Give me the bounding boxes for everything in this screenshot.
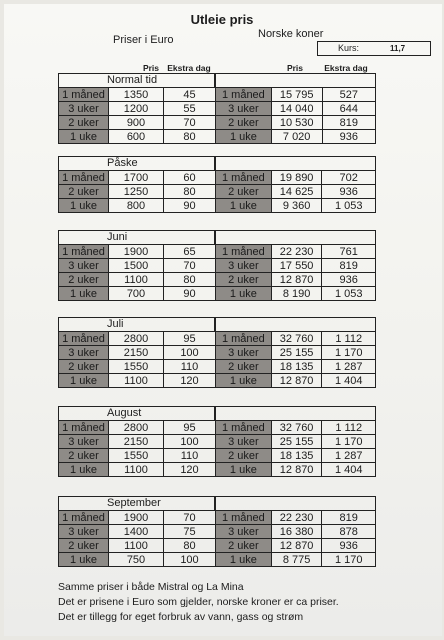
extra-day-cell: 936 [322, 185, 376, 199]
price-cell: 1350 [109, 88, 164, 102]
exchange-rate-label: Kurs: [338, 43, 360, 53]
table-row [59, 116, 216, 130]
subtitle-euro: Priser i Euro [113, 34, 174, 46]
extra-day-cell: 120 [164, 463, 216, 477]
table-row [59, 511, 216, 525]
price-cell: 900 [109, 116, 164, 130]
period-label: 2 uker [59, 273, 109, 287]
price-table-nok [215, 170, 376, 213]
table-row [216, 539, 376, 553]
table-row [59, 287, 216, 301]
extra-day-cell: 100 [164, 435, 216, 449]
extra-day-cell: 65 [164, 245, 216, 259]
period-label: 2 uker [59, 360, 109, 374]
footer-line: Det er tillegg for eget forbruk av vann, gass og strøm [58, 611, 304, 623]
price-cell: 1400 [109, 525, 164, 539]
price-section [58, 156, 376, 214]
price-table-eur [58, 510, 216, 567]
extra-day-cell: 1 170 [322, 435, 376, 449]
table-row [216, 332, 376, 346]
extra-day-cell: 80 [164, 539, 216, 553]
price-table-nok [215, 420, 376, 477]
column-header-pris-nok: Pris [286, 63, 304, 73]
period-label: 1 måned [216, 245, 272, 259]
price-cell: 2800 [109, 421, 164, 435]
column-header-ekstra-eur: Ekstra dag [167, 63, 211, 73]
extra-day-cell: 1 287 [322, 449, 376, 463]
period-label: 1 uke [59, 287, 109, 301]
period-label: 2 uker [216, 449, 272, 463]
period-label: 1 uke [216, 130, 272, 144]
extra-day-cell: 60 [164, 171, 216, 185]
price-table-eur [58, 420, 216, 477]
price-cell: 32 760 [271, 332, 322, 346]
footer-line: Det er prisene i Euro som gjelder, norske kroner er ca priser. [58, 596, 339, 608]
extra-day-cell: 1 053 [322, 199, 376, 213]
extra-day-cell: 644 [322, 102, 375, 116]
price-cell: 1900 [109, 511, 164, 525]
table-row [59, 88, 216, 102]
price-cell: 1550 [109, 449, 164, 463]
period-label: 1 uke [216, 287, 272, 301]
price-cell: 22 230 [271, 245, 322, 259]
period-label: 1 måned [59, 511, 109, 525]
extra-day-cell: 1 170 [322, 553, 376, 567]
period-label: 1 måned [59, 245, 109, 259]
section-title-blank [215, 406, 376, 420]
price-cell: 1900 [109, 245, 164, 259]
period-label: 3 uker [59, 259, 109, 273]
price-table-eur [58, 244, 216, 301]
price-cell: 8 190 [271, 287, 322, 301]
extra-day-cell: 70 [164, 259, 216, 273]
table-row [59, 273, 216, 287]
table-row [59, 171, 216, 185]
period-label: 3 uker [59, 525, 109, 539]
extra-day-cell: 1 287 [322, 360, 376, 374]
price-cell: 700 [109, 287, 164, 301]
table-row [59, 463, 216, 477]
period-label: 1 uke [59, 374, 109, 388]
extra-day-cell: 75 [164, 525, 216, 539]
extra-day-cell: 70 [164, 511, 216, 525]
period-label: 1 uke [59, 463, 109, 477]
extra-day-cell: 80 [164, 130, 216, 144]
price-section [58, 230, 376, 302]
table-row [59, 102, 216, 116]
price-table-nok [215, 87, 376, 144]
table-row [216, 273, 376, 287]
exchange-rate-value: 11,7 [390, 44, 406, 53]
extra-day-cell: 95 [164, 421, 216, 435]
table-row [216, 130, 376, 144]
section-title: Juli [58, 317, 215, 331]
period-label: 1 uke [216, 463, 272, 477]
table-row [216, 374, 376, 388]
period-label: 1 måned [59, 171, 109, 185]
price-cell: 1250 [109, 185, 164, 199]
period-label: 2 uker [216, 185, 272, 199]
table-row [216, 185, 376, 199]
price-cell: 25 155 [271, 435, 322, 449]
table-row [59, 449, 216, 463]
extra-day-cell: 1 112 [322, 332, 376, 346]
period-label: 1 måned [216, 421, 272, 435]
table-row [216, 435, 376, 449]
price-cell: 15 795 [271, 88, 322, 102]
section-title: September [58, 496, 215, 510]
table-row [59, 553, 216, 567]
extra-day-cell: 95 [164, 332, 216, 346]
extra-day-cell: 527 [322, 88, 375, 102]
section-title-blank [215, 317, 376, 331]
extra-day-cell: 55 [164, 102, 216, 116]
period-label: 1 måned [216, 511, 272, 525]
footer-line: Samme priser i både Mistral og La Mina [58, 581, 244, 593]
period-label: 1 måned [59, 332, 109, 346]
extra-day-cell: 819 [322, 511, 376, 525]
table-row [59, 374, 216, 388]
section-title-blank [215, 496, 376, 510]
period-label: 2 uker [59, 449, 109, 463]
table-row [216, 88, 376, 102]
exchange-rate-box [317, 41, 431, 56]
table-row [59, 332, 216, 346]
table-row [216, 287, 376, 301]
period-label: 1 måned [59, 88, 109, 102]
table-row [216, 525, 376, 539]
column-header-pris-eur: Pris [142, 63, 160, 73]
extra-day-cell: 70 [164, 116, 216, 130]
extra-day-cell: 936 [322, 130, 375, 144]
table-row [216, 360, 376, 374]
price-cell: 25 155 [271, 346, 322, 360]
table-row [59, 130, 216, 144]
period-label: 1 uke [59, 130, 109, 144]
price-table-eur [58, 331, 216, 388]
period-label: 1 uke [59, 199, 109, 213]
price-cell: 12 870 [271, 273, 322, 287]
extra-day-cell: 100 [164, 553, 216, 567]
period-label: 3 uker [59, 102, 109, 116]
period-label: 1 måned [59, 421, 109, 435]
price-table-nok [215, 244, 376, 301]
extra-day-cell: 1 053 [322, 287, 376, 301]
table-row [216, 421, 376, 435]
price-cell: 2150 [109, 435, 164, 449]
period-label: 1 måned [216, 171, 272, 185]
section-title-blank [215, 156, 376, 170]
extra-day-cell: 90 [164, 287, 216, 301]
extra-day-cell: 80 [164, 185, 216, 199]
price-cell: 750 [109, 553, 164, 567]
price-cell: 1100 [109, 539, 164, 553]
extra-day-cell: 120 [164, 374, 216, 388]
extra-day-cell: 110 [164, 360, 216, 374]
table-row [216, 245, 376, 259]
period-label: 1 uke [216, 553, 272, 567]
price-cell: 800 [109, 199, 164, 213]
section-title: Påske [58, 156, 215, 170]
price-section [58, 73, 376, 145]
price-cell: 12 870 [271, 539, 322, 553]
extra-day-cell: 1 112 [322, 421, 376, 435]
subtitle-nok: Norske koner [258, 28, 324, 40]
price-cell: 9 360 [271, 199, 322, 213]
table-row [216, 102, 376, 116]
extra-day-cell: 1 404 [322, 374, 376, 388]
price-cell: 1700 [109, 171, 164, 185]
page-title: Utleie pris [190, 12, 254, 27]
table-row [59, 435, 216, 449]
price-cell: 14 040 [271, 102, 322, 116]
section-title-blank [215, 230, 376, 244]
section-title-blank [215, 73, 376, 87]
price-table-eur [58, 87, 216, 144]
period-label: 1 uke [216, 374, 272, 388]
footer-notes [58, 580, 339, 625]
extra-day-cell: 761 [322, 245, 376, 259]
extra-day-cell: 80 [164, 273, 216, 287]
table-row [59, 199, 216, 213]
period-label: 2 uker [216, 116, 272, 130]
period-label: 3 uker [216, 259, 272, 273]
period-label: 3 uker [216, 346, 272, 360]
price-table-nok [215, 510, 376, 567]
extra-day-cell: 936 [322, 539, 376, 553]
table-row [216, 553, 376, 567]
table-row [59, 185, 216, 199]
extra-day-cell: 1 170 [322, 346, 376, 360]
price-cell: 600 [109, 130, 164, 144]
table-row [216, 199, 376, 213]
table-row [59, 245, 216, 259]
column-header-ekstra-nok: Ekstra dag [324, 63, 368, 73]
price-cell: 1500 [109, 259, 164, 273]
table-row [216, 346, 376, 360]
price-table-nok [215, 331, 376, 388]
price-cell: 18 135 [271, 449, 322, 463]
period-label: 2 uker [216, 273, 272, 287]
price-cell: 12 870 [271, 374, 322, 388]
price-section [58, 496, 376, 568]
extra-day-cell: 1 404 [322, 463, 376, 477]
table-row [216, 259, 376, 273]
period-label: 3 uker [216, 102, 272, 116]
extra-day-cell: 819 [322, 116, 375, 130]
price-cell: 12 870 [271, 463, 322, 477]
period-label: 3 uker [59, 346, 109, 360]
period-label: 2 uker [59, 116, 109, 130]
period-label: 3 uker [216, 435, 272, 449]
price-cell: 14 625 [271, 185, 322, 199]
price-cell: 1200 [109, 102, 164, 116]
table-row [59, 539, 216, 553]
table-row [216, 511, 376, 525]
price-cell: 1550 [109, 360, 164, 374]
price-cell: 1100 [109, 273, 164, 287]
table-row [59, 525, 216, 539]
price-section [58, 406, 376, 478]
extra-day-cell: 819 [322, 259, 376, 273]
extra-day-cell: 100 [164, 346, 216, 360]
period-label: 1 måned [216, 332, 272, 346]
period-label: 3 uker [59, 435, 109, 449]
period-label: 1 uke [59, 553, 109, 567]
price-cell: 7 020 [271, 130, 322, 144]
price-cell: 18 135 [271, 360, 322, 374]
price-cell: 1100 [109, 463, 164, 477]
period-label: 2 uker [59, 539, 109, 553]
table-row [216, 449, 376, 463]
period-label: 1 uke [216, 199, 272, 213]
price-cell: 32 760 [271, 421, 322, 435]
table-row [59, 360, 216, 374]
period-label: 2 uker [216, 539, 272, 553]
price-cell: 8 775 [271, 553, 322, 567]
price-cell: 17 550 [271, 259, 322, 273]
section-title: August [58, 406, 215, 420]
period-label: 3 uker [216, 525, 272, 539]
price-cell: 22 230 [271, 511, 322, 525]
price-cell: 19 890 [271, 171, 322, 185]
table-row [216, 463, 376, 477]
price-cell: 2800 [109, 332, 164, 346]
period-label: 1 måned [216, 88, 272, 102]
extra-day-cell: 45 [164, 88, 216, 102]
section-title: Normal tid [58, 73, 215, 87]
table-row [59, 259, 216, 273]
price-section [58, 317, 376, 389]
table-row [59, 421, 216, 435]
table-row [59, 346, 216, 360]
extra-day-cell: 878 [322, 525, 376, 539]
extra-day-cell: 702 [322, 171, 376, 185]
extra-day-cell: 936 [322, 273, 376, 287]
extra-day-cell: 110 [164, 449, 216, 463]
price-table-eur [58, 170, 216, 213]
section-title: Juni [58, 230, 215, 244]
price-cell: 10 530 [271, 116, 322, 130]
table-row [216, 171, 376, 185]
period-label: 2 uker [59, 185, 109, 199]
price-cell: 1100 [109, 374, 164, 388]
table-row [216, 116, 376, 130]
price-cell: 2150 [109, 346, 164, 360]
price-cell: 16 380 [271, 525, 322, 539]
period-label: 2 uker [216, 360, 272, 374]
extra-day-cell: 90 [164, 199, 216, 213]
